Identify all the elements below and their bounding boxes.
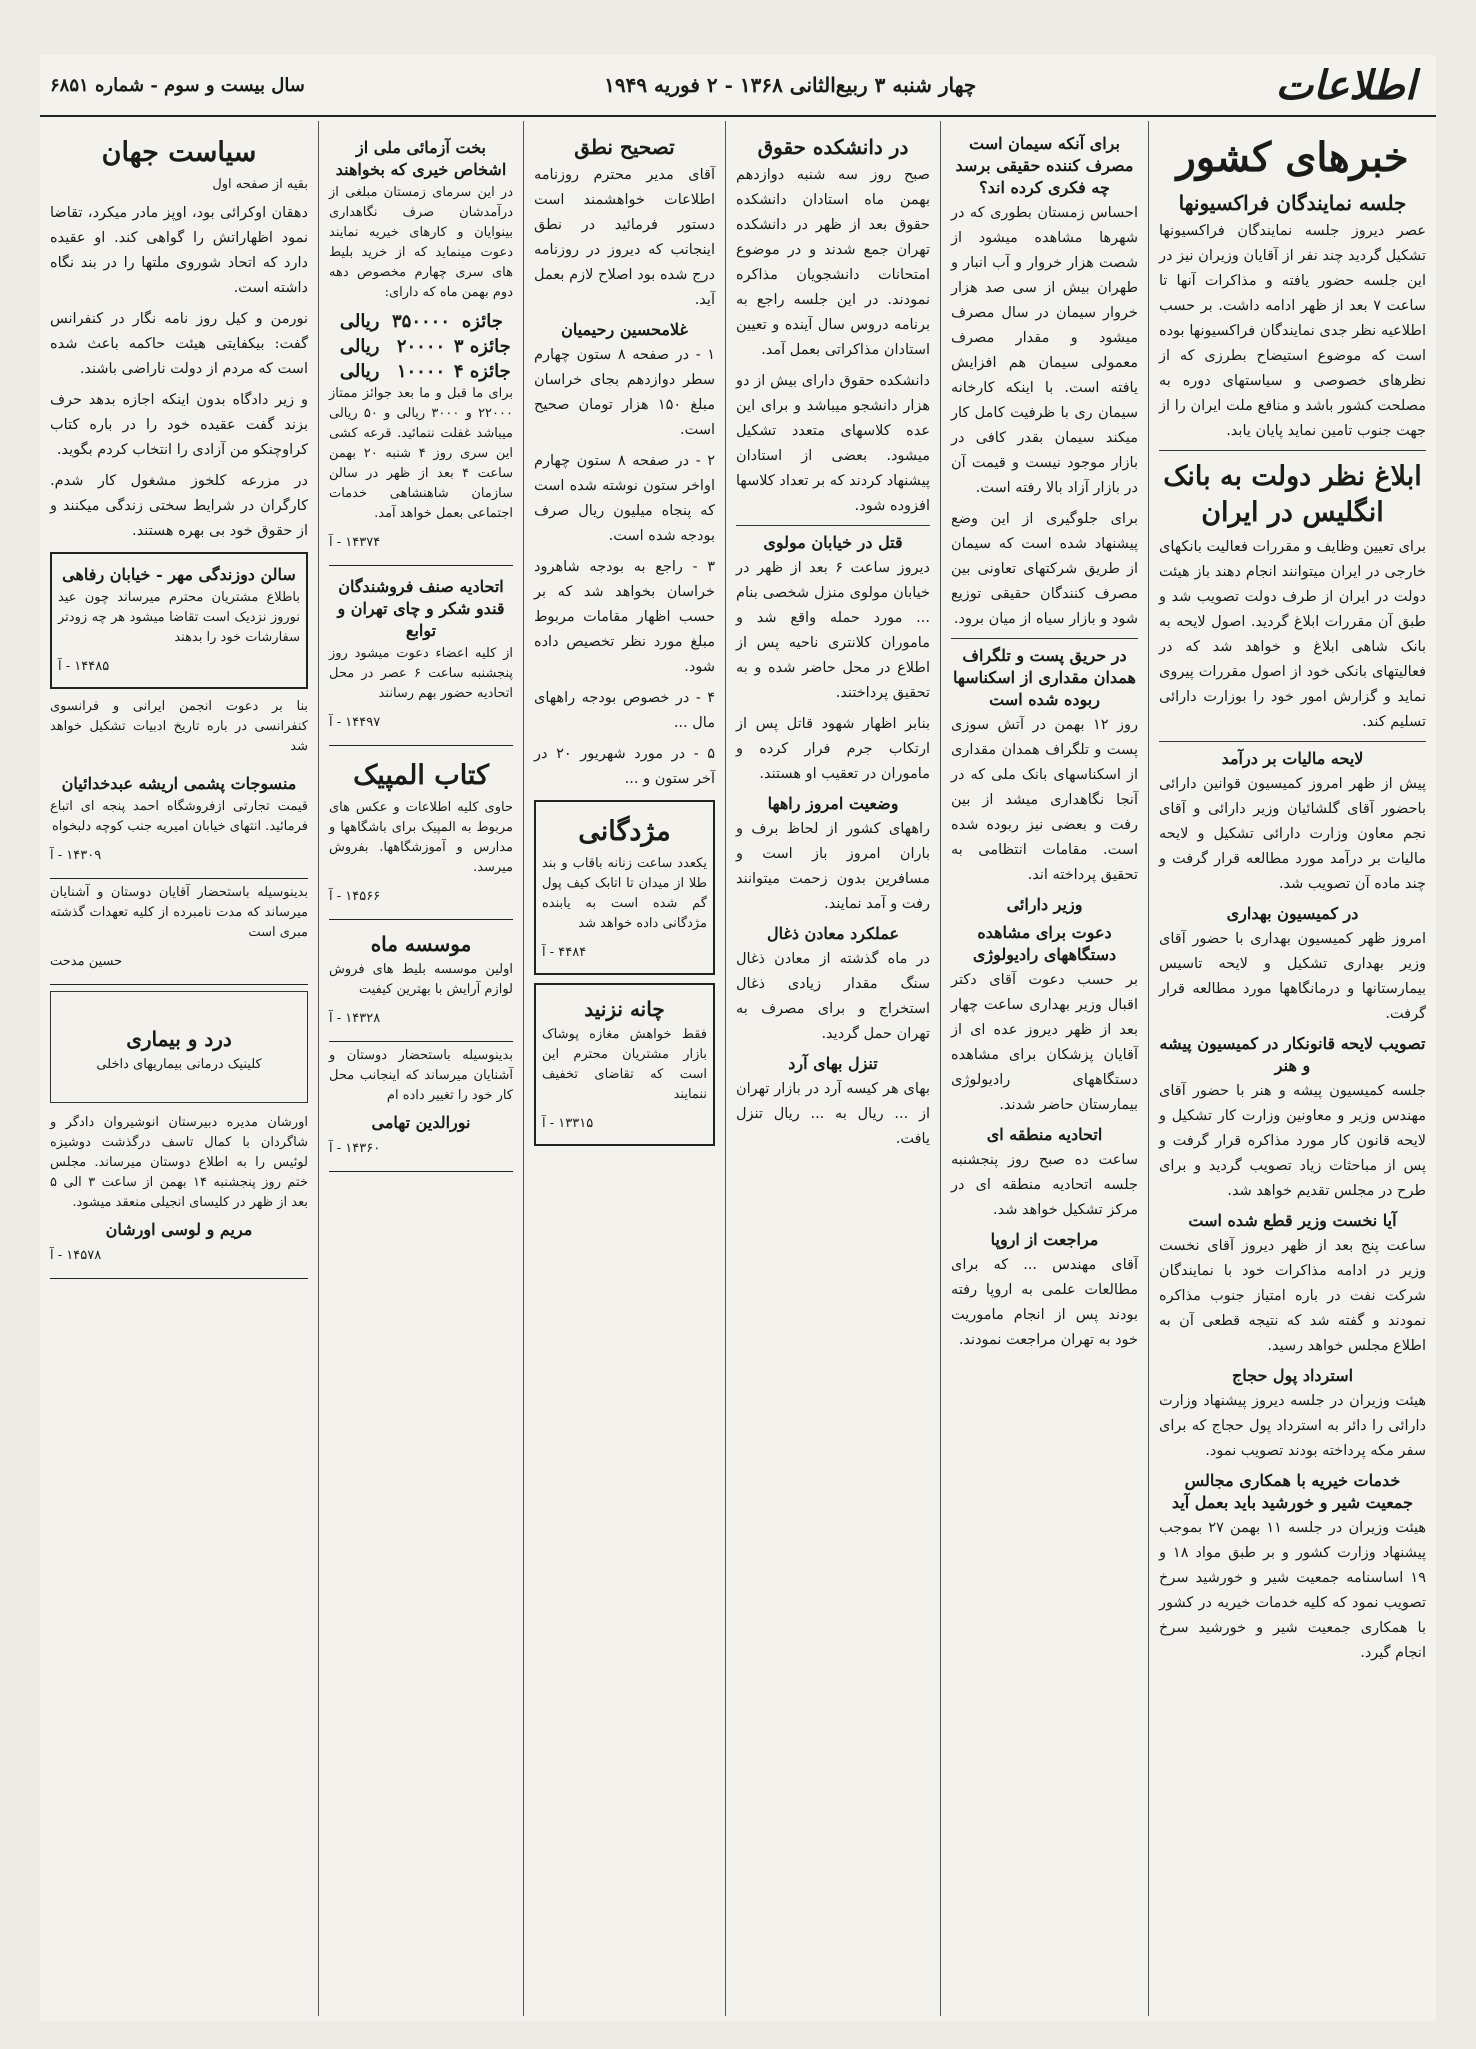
headline-red-lion-sun: خدمات خیریه با همکاری مجالس جمعیت شیر و خورشید باید بعمل آید <box>1171 1471 1414 1512</box>
ad-text: باطلاع مشتریان محترم میرساند چون عید نوروز نزدیک است تقاضا میشود هر چه زودتر سفارشات خود را بدهند <box>58 590 300 645</box>
article-text: راههای کشور از لحاظ برف و باران امروز باز است و مسافرین بدون زحمت میتوانند رفت و آمد نمایند. <box>736 821 930 912</box>
ad-code: ۱۴۳۰۹ - آ <box>50 848 102 863</box>
ad-text: کلینیک درمانی بیماریهای داخلی <box>96 1057 262 1072</box>
article-text: نورمن و کیل روز نامه نگار در کنفرانس گفت: بیکفایتی هیئت حاکمه باعث شده است که مردم از دولت ناراضی باشند. <box>50 311 308 377</box>
headline-radiology: دعوت برای مشاهده دستگاههای رادیولوژی <box>972 923 1117 964</box>
ad-code: ۱۴۳۷۴ - آ <box>329 535 381 550</box>
headline-income-tax: لایحه مالیات بر درآمد <box>1221 749 1364 768</box>
article-text: برای جلوگیری از این وضع پیشنهاد شده است که سیمان از طریق شرکتهای تعاونی بین مصرف کنندگان حقیقی توزیع شود و بازار سیاه از میان برود. <box>951 511 1138 627</box>
headline-pilgrims-refund: استرداد پول حجاج <box>1231 1366 1354 1385</box>
ad-signer: حسین مدحت <box>50 954 123 969</box>
newspaper-logo: اطلاعات <box>1275 61 1416 109</box>
article-text: و زیر دادگاه بدون اینکه اجازه بدهد حرف بزند گفت عقیده خود را در باره کتاب کراوچنکو من آزادی را انتخاب کردم بگوید. <box>50 392 308 458</box>
ad-title: موسسه ماه <box>370 932 472 956</box>
ad-code: ۱۴۳۶۰ - آ <box>329 1141 381 1156</box>
headline-regional-union: اتحادیه منطقه ای <box>986 1125 1103 1144</box>
continued-note: بقیه از صفحه اول <box>212 177 308 192</box>
ad-text: در این سرمای زمستان مبلغی از درآمدشان صرف نگاهداری بینوایان و کارهای خیریه نمایند دعوت مینماید که از خرید بلیط های سری چهارم مخصوص دهه دوم بهمن ماه که دارای: <box>329 185 513 300</box>
prize-value: ۲۰۰۰۰ <box>396 336 446 357</box>
headline-prime-minister: آیا نخست وزیر قطع شده است <box>1188 1211 1397 1230</box>
divider <box>736 525 930 526</box>
article-text: ۴ - در خصوص بودجه راههای مال ... <box>534 690 715 731</box>
ad-text: حاوی کلیه اطلاعات و عکس های مربوط به المپیک برای باشگاهها و مدارس و آموزشگاهها. بفروش میرسد. <box>329 800 513 875</box>
prize-unit: ریالی <box>339 361 380 382</box>
article-text: دیروز ساعت ۶ بعد از ظهر در خیابان مولوی منزل شخصی بنام ... مورد حمله واقع شد و ماموران کلانتری ناحیه پس از اطلاع در محل حاضر شده و به تحقیق پرداختند. <box>736 560 930 701</box>
author-name: غلامحسین رحیمیان <box>561 320 688 339</box>
prize-label: جائزه <box>461 311 503 332</box>
ad-announcement <box>50 879 308 985</box>
headline-finance-minister: وزیر دارائی <box>1006 895 1083 914</box>
prize-label: جائزه ۳ <box>453 336 511 357</box>
prize-label: جائزه ۴ <box>453 361 511 382</box>
section-title-country-news: خبرهای کشور <box>1176 134 1409 181</box>
article-text: عصر دیروز جلسه نمایندگان فراکسیونها تشکیل گردید چند نفر از آقایان وزیران نیز در این جلسه حضور یافته و مذاکرات آنها تا ساعت ۷ بعد از ظهر ادامه داشت. بر حسب اطلاعیه نظر جدی نمایندگان فراکسیونها بوده است که موضوع استیضاح بطرزی که از نظرهای خصوصی و سیاستهای دوره به مصلحت کشور باشد و منافع ملت ایران را از جهت جنوب تامین نماید پایان یابد. <box>1159 223 1426 439</box>
column-4 <box>523 121 725 2016</box>
ad-obituary <box>50 1109 308 1279</box>
divider <box>1159 741 1426 742</box>
ad-code: ۱۴۵۷۸ - آ <box>50 1248 102 1263</box>
ad-text: بدینوسیله باستحضار دوستان و آشنایان میرساند که اینجانب محل کار خود را تغییر داده ام <box>329 1048 513 1103</box>
article-text: ۲ - در صفحه ۸ ستون چهارم اواخر ستون نوشته شده است که پنجاه میلیون ریال صرف بودجه شده است. <box>534 453 715 544</box>
ad-name: نورالدین تهامی <box>371 1113 471 1132</box>
newspaper-page <box>40 55 1436 2021</box>
ad-text: از کلیه اعضاء دعوت میشود روز پنجشنبه ساعت ۶ عصر در محل اتحادیه حضور بهم رسانند <box>329 646 513 701</box>
prize-value: ۳۵۰۰۰۰ <box>392 311 451 332</box>
column-2 <box>940 121 1148 2016</box>
headline-faction-meeting: جلسه نمایندگان فراکسیونها <box>1178 191 1407 215</box>
divider <box>1159 450 1426 451</box>
headline-world-politics: سیاست جهان <box>101 137 257 168</box>
ad-title: چانه نزنید <box>584 997 665 1021</box>
article-text: در مزرعه کلخوز مشغول کار شدم. کارگران در شرایط سختی زندگی میکنند و از حقوق خود بی بهره هستند. <box>50 473 308 539</box>
issue-number: سال بیست و سوم - شماره ۶۸۵۱ <box>50 74 305 96</box>
ad-sugar-union <box>329 566 513 746</box>
ad-title: کتاب المپیک <box>353 760 489 791</box>
ad-tailor <box>50 552 308 689</box>
article-text: ۱ - در صفحه ۸ ستون چهارم سطر دوازدهم بجای خراسان مبلغ ۱۵۰ هزار تومان صحیح است. <box>534 347 715 438</box>
prize-value: ۱۰۰۰۰ <box>396 361 446 382</box>
headline-law-faculty: در دانشکده حقوق <box>757 135 909 159</box>
ad-text: اورشان مدیره دبیرستان انوشیروان دادگر و شاگردان با کمال تاسف درگذشت دوشیزه لوئیس را به اطلاع دوستان میرساند. مجلس ختم روز پنجشنبه ۱۴ بهمن از ساعت ۳ الی ۵ بعد از ظهر در کلیسای انجیلی منعقد میشود. <box>50 1115 308 1210</box>
ad-text: بدینوسیله باستحضار آقایان دوستان و آشنایان میرساند که مدت نامبرده از کلیه تعهدات گذشته مبری است <box>50 885 308 940</box>
headline-coal-mines: عملکرد معادن ذغال <box>766 924 900 943</box>
headline-british-bank: ابلاغ نظر دولت به بانک انگلیس در ایران <box>1163 461 1422 528</box>
ad-title: اتحادیه صنف فروشندگان قندو شکر و چای تهران و توابع <box>337 577 505 640</box>
headline-labor-law: تصویب لایحه قانونکار در کمیسیون پیشه و هنر <box>1159 1034 1426 1075</box>
article-text: ساعت ده صبح روز پنجشنبه جلسه اتحادیه منطقه ای در مرکز تشکیل خواهد شد. <box>951 1152 1138 1218</box>
ad-title: بخت آزمائی ملی از اشخاص خیری که بخواهند <box>335 138 507 179</box>
column-5 <box>318 121 523 2016</box>
prize-table <box>329 309 513 384</box>
ad-text: فقط خواهش مغازه پوشاک بازار مشتریان محترم این است که تقاضای تخفیف ننمایند <box>542 1027 707 1102</box>
ad-no-haggling <box>534 983 715 1146</box>
article-text: ۳ - راجع به بودجه شاهرود خراسان بخواهد شد که بر حسب اظهار مقامات مربوط مبلغ مورد نظر تخصیص داده شود. <box>534 559 715 675</box>
ad-title: منسوجات پشمی اریشه عبدخدائیان <box>61 774 297 793</box>
ad-name: مریم و لوسی اورشان <box>105 1220 253 1239</box>
ad-text: اولین موسسه بلیط های فروش لوازم آرایش با بهترین کیفیت <box>329 962 513 997</box>
prize-unit: ریالی <box>339 311 380 332</box>
ad-code: ۴۴۸۴ - آ <box>542 945 587 960</box>
prize-unit: ریالی <box>339 336 380 357</box>
article-text: هیئت وزیران در جلسه ۱۱ بهمن ۲۷ بموجب پیشنهاد وزارت کشور و بر طبق مواد ۱۸ و ۱۹ اساسنامه جمعیت شیر و خورشید سرخ تصویب نمود که کلیه خدمات خیریه در کشور با همکاری جمعیت شیر و خورشید سرخ انجام گیرد. <box>1159 1520 1426 1661</box>
headline-cement: برای آنکه سیمان است مصرف کننده حقیقی برسد چه فکری کرده اند؟ <box>955 134 1134 197</box>
article-text: بهای هر کیسه آرد در بازار تهران از ... ریال به ... ریال تنزل یافت. <box>736 1081 930 1147</box>
article-text: دانشکده حقوق دارای بیش از دو هزار دانشجو میباشد و برای این عده کلاسهای متعدد تشکیل میشود. بعضی از استادان پیشنهاد کردند که بر تعداد کلاسها افزوده شود. <box>736 373 930 514</box>
article-text: بنابر اظهار شهود قاتل پس از ارتکاب جرم فرار کرده و ماموران در تعقیب او هستند. <box>736 716 930 782</box>
headline-flour-price: تنزل بهای آرد <box>788 1054 878 1073</box>
headline-molavi-murder: قتل در خیابان مولوی <box>763 533 903 552</box>
ad-cosmetics <box>329 920 513 1042</box>
ad-title: سالن دوزندگی مهر - خیابان رفاهی <box>62 565 296 584</box>
notice-text: بنا بر دعوت انجمن ایرانی و فرانسوی کنفرانسی در باره تاریخ ادبیات تشکیل خواهد شد <box>50 699 308 754</box>
columns <box>40 121 1436 2016</box>
article-text: روز ۱۲ بهمن در آتش سوزی پست و تلگراف همدان مقداری از اسکناسهای بانک ملی که در آنجا نگاهداری میشد از بین رفت و بعضی نیز ربوده شده است. مقامات انتظامی به تحقیق پرداخته اند. <box>951 717 1138 883</box>
ad-notice <box>329 1042 513 1172</box>
ad-code: ۱۴۴۹۷ - آ <box>329 715 381 730</box>
article-text: ساعت پنج بعد از ظهر دیروز آقای نخست وزیر در ادامه مذاکرات خود با نمایندگان شرکت نفت در باره امتیاز جنوب مذاکره نمودند و گفته شد که نتیجه قطعی آن به اطلاع مجلس خواهد رسید. <box>1159 1238 1426 1354</box>
ad-lottery <box>329 127 513 566</box>
column-6 <box>40 121 318 2016</box>
article-text: برای تعیین وظایف و مقررات فعالیت بانکهای خارجی در ایران میتوانند انجام دهند باز هیئت دولت در ایران از طرف دولت تصویب شد و طبق آن مقررات ابلاغ گردید. اصول لایحه به بانک شاهی ابلاغ و خواهد شد که در فعالیتهای بانکی خود از اصول مقررات پیروی نماید و گزارش امور خود را بوزارت دارائی تسلیم کند. <box>1158 539 1426 730</box>
article-text: امروز ظهر کمیسیون بهداری با حضور آقای وزیر بهداری تشکیل و لایحه تاسیس بیمارستانها و درمانگاهها مورد مطالعه قرار گرفت. <box>1159 931 1426 1022</box>
ad-text: یکعدد ساعت زنانه باقاب و بند طلا از میدان تا اتابک کیف پول گم شده است به یابنده مژدگانی داده خواهد شد <box>542 856 707 931</box>
article-text: احساس زمستان بطوری که در شهرها مشاهده میشود از شصت هزار خروار و آب انبار و طهران بیش از سی صد هزار خروار سیمان در سال مصرف میشود و مقدار مصرف معمولی سیمان هم افزایش یافته است. با اینکه کارخانه سیمان ری با ظرفیت کامل کار میکند سیمان بقدر کافی در بازار موجود نیست و قیمت آن در بازار آزاد بالا رفته است. <box>951 205 1138 496</box>
ad-text: قیمت تجارتی ازفروشگاه احمد پنجه ای اتباع فرمائید. انتهای خیابان امیریه جنب کوچه دلبخواه <box>50 799 308 834</box>
article-text: در ماه گذشته از معادن ذغال سنگ مقدار زیادی ذغال استخراج و برای مصرف به تهران حمل گردید. <box>736 951 930 1042</box>
ad-olympic-book <box>329 746 513 920</box>
ad-code: ۱۴۴۸۵ - آ <box>58 659 110 674</box>
article-text: ۵ - در مورد شهریور ۲۰ در آخر ستون و ... <box>534 746 716 787</box>
divider <box>951 638 1138 639</box>
column-3 <box>725 121 940 2016</box>
headline-return-europe: مراجعت از اروپا <box>990 1230 1099 1249</box>
issue-date: چهار شنبه ۳ ربیع‌الثانی ۱۳۶۸ - ۲ فوریه ۱۹۴۹ <box>604 73 977 97</box>
article-text: جلسه کمیسیون پیشه و هنر با حضور آقای مهندس وزیر و معاونین وزارت کار تشکیل و لایحه قانون کار مورد مذاکره قرار گرفت و پس از مباحثات زیاد تصویب گردید و برای طرح در مجلس تقدیم خواهد شد. <box>1159 1083 1426 1199</box>
ad-title: درد و بیماری <box>126 1027 232 1051</box>
ad-illustration <box>50 991 308 1103</box>
ad-code: ۱۴۳۲۸ - آ <box>329 1011 381 1026</box>
article-text: پیش از ظهر امروز کمیسیون قوانین دارائی باحضور آقای گلشائیان وزیر دارائی و آقای نجم معاون وزارت دارائی تشکیل و لایحه مالیات بر درآمد مورد مطالعه قرار گرفت و چند ماده آن تصویب شد. <box>1159 776 1426 892</box>
article-text: هیئت وزیران در جلسه دیروز پیشنهاد وزارت دارائی را دائر به استرداد پول حجاج که برای سفر مکه پرداخته بودند تصویب نمود. <box>1159 1393 1426 1459</box>
headline-hamadan-fire: در حریق پست و تلگراف همدان مقداری از اسکناسها ربوده شده است <box>953 646 1136 709</box>
ad-code: ۱۴۵۶۶ - آ <box>329 889 381 904</box>
column-1 <box>1148 121 1436 2016</box>
article-text: صبح روز سه شنبه دوازدهم بهمن ماه استادان دانشکده حقوق بعد از ظهر در دانشکده تهران جمع شدند و در موضوع امتحانات دانشجویان مذاکره نمودند. در این جلسه راجع به برنامه دروس سال آینده و تعیین استادان مذاکراتی بعمل آمد. <box>736 167 930 358</box>
ad-reward <box>534 800 715 975</box>
ad-code: ۱۳۳۱۵ - آ <box>542 1116 594 1131</box>
article-text: بر حسب دعوت آقای دکتر اقبال وزیر بهداری ساعت چهار بعد از ظهر دیروز عده ای از آقایان پزشکان برای مشاهده دستگاههای رادیولوژی بیمارستان حاضر شدند. <box>951 972 1138 1113</box>
article-text: آقای مهندس ... که برای مطالعات علمی به اروپا رفته بودند پس از انجام ماموریت خود به تهران مراجعت نمودند. <box>951 1257 1138 1348</box>
headline-speech-correction: تصحیح نطق <box>574 135 675 159</box>
masthead <box>40 55 1436 117</box>
headline-roads: وضعیت امروز راهها <box>767 794 899 813</box>
ad-text: برای ما قبل و ما بعد جوائز ممتاز ۲۲۰۰۰ و ۳۰۰۰ ریالی و ۵۰ ریالی میباشد غفلت ننمائید. قرعه کشی این سری روز ۴ شنبه ۲۰ بهمن ساعت ۴ بعد از ظهر در سالن سازمان شاهنشاهی خدمات اجتماعی بعمل خواهد آمد. <box>329 386 513 521</box>
ad-textiles <box>50 763 308 879</box>
article-text: دهقان اوکرائی بود، اوپز مادر میکرد، تقاضا نمود اظهاراتش را گواهی کند. او عقیده دارد که اتحاد شوروی ملتها را در بند نگاه داشته است. <box>50 205 308 296</box>
article-text: آقای مدیر محترم روزنامه اطلاعات خواهشمند است دستور فرمائید در نطق اینجانب که دیروز در روزنامه درج شده بود اصلاح لازم بعمل آید. <box>534 167 715 308</box>
headline-health-commission: در کمیسیون بهداری <box>1226 904 1359 923</box>
ad-title: مژدگانی <box>578 816 671 847</box>
